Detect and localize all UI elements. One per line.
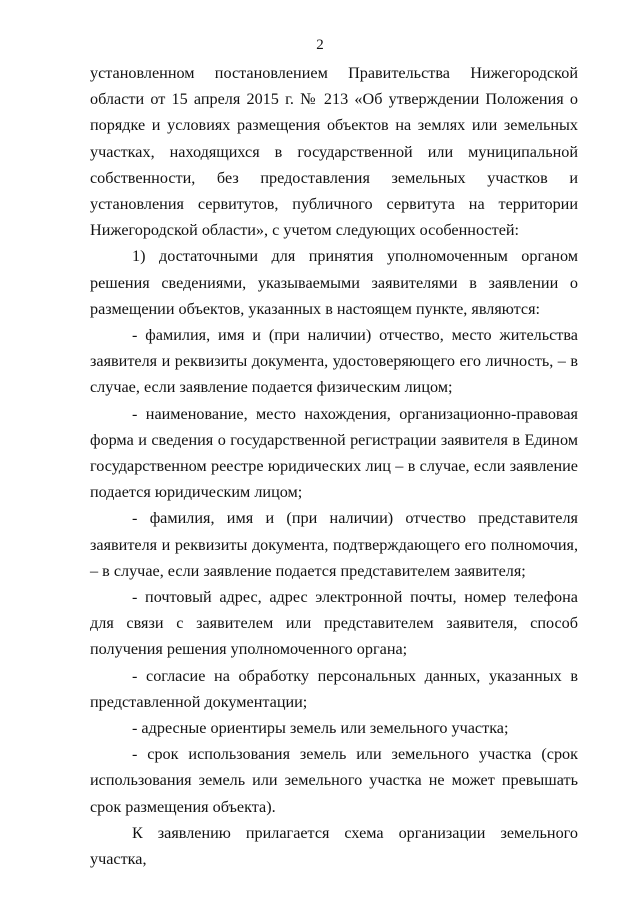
paragraph-item-1: 1) достаточными для принятия уполномоченным органом решения сведениями, указываемыми заявителями в заявлении о размещении объектов, указанных в настоящем пункте, являются: [90, 247, 578, 318]
paragraph-intro: установленном постановлением Правительства Нижегородской области от 15 апреля 2015 г. № 213 «Об утверждении Положения о порядке и условиях размещения объектов на землях или земельных участках, находящихся в государственной или муниципальной собственности, без предоставления земельных участков и установления сервитутов, публичного сервитута на территории Нижегородской области», с учетом следующих особенностей: [90, 64, 578, 240]
paragraph-usage-term: - срок использования земель или земельного участка (срок использования земель или земельного участка не может превышать срок размещения объекта). [90, 745, 578, 816]
paragraph-consent: - согласие на обработку персональных данных, указанных в представленной документации; [90, 666, 578, 711]
paragraph-representative: - фамилия, имя и (при наличии) отчество представителя заявителя и реквизиты документа, подтверждающего его полномочия, – в случае, если заявление подается представителем заявителя; [90, 509, 578, 580]
paragraph-contact-details: - почтовый адрес, адрес электронной почты, номер телефона для связи с заявителем или представителем заявителя, способ получения решения уполномоченного органа; [90, 588, 578, 659]
paragraph-individual-applicant: - фамилия, имя и (при наличии) отчество, место жительства заявителя и реквизиты документа, удостоверяющего его личность, – в случае, если заявление подается физическим лицом; [90, 326, 578, 397]
paragraph-legal-entity-applicant: - наименование, место нахождения, организационно-правовая форма и сведения о государственной регистрации заявителя в Едином государственном реестре юридических лиц – в случае, если заявление подается юридическим лицом; [90, 404, 578, 502]
page-number: 2 [316, 37, 324, 53]
paragraph-address-landmarks: - адресные ориентиры земель или земельного участка; [132, 719, 509, 738]
paragraph-attachment: К заявлению прилагается схема организации земельного участка, [90, 823, 578, 869]
document-body [90, 60, 578, 872]
